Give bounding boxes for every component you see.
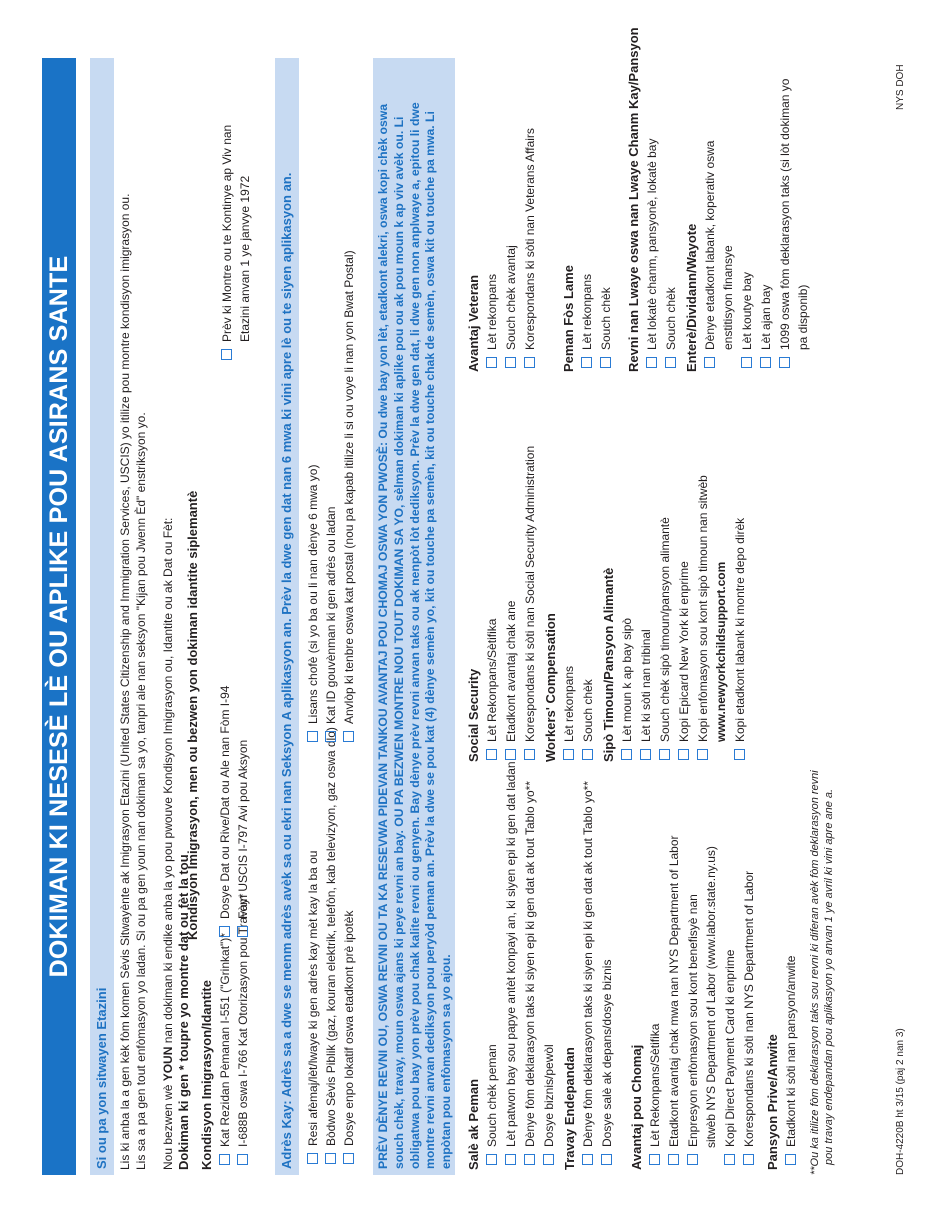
address-item-envelope[interactable]: Anvlòp ki tenbre oswa kat postal (nou pa kapab itilize li si ou voye li nan yon Bwat Postal): [342, 250, 357, 742]
workers-comp-heading: Workers' Compensation: [543, 613, 558, 762]
rental-heading: Revni nan Lwaye oswa nan Lwaye Chanm Kay/Pansyon: [626, 27, 641, 372]
checkbox[interactable]: [486, 357, 497, 368]
unemployment-heading: Avantaj pou Chomaj: [629, 1044, 644, 1170]
veteran-heading: Avantaj Veteran: [466, 274, 481, 372]
pension-item[interactable]: Etadkont ki sòti nan pansyon/anwite: [784, 956, 799, 1165]
veteran-item[interactable]: Lèt rekonpans: [485, 274, 500, 368]
page-title: DOKIMAN KI NESESÈ LÈ OU APLIKE POU ASIRANS SANTE: [42, 58, 76, 1175]
checkbox[interactable]: [307, 1153, 318, 1164]
social-security-heading: Social Security: [466, 668, 481, 762]
address-item-license[interactable]: Lisans chofè (si yo ba ou li nan dènye 6 mwa yo): [306, 465, 321, 742]
address-item-lease[interactable]: Resi afèmaj/lèt/lwaye ki gen adrès kay mèt kay la ba ou: [306, 851, 321, 1164]
child-support-item[interactable]: Lèt moun k ap bay sipò: [620, 618, 635, 760]
checkbox[interactable]: [524, 749, 535, 760]
checkbox[interactable]: [743, 1154, 754, 1165]
checkbox[interactable]: [724, 1154, 735, 1165]
pension-heading: Pansyon Prive/Anwite: [765, 1034, 780, 1170]
checkbox[interactable]: [237, 926, 248, 937]
immigration-col1-heading: Kondisyon Imigrasyon/Idantite: [199, 980, 214, 1170]
unemployment-item[interactable]: Etadkont avantaj chak mwa nan NYS Department of Labor: [667, 835, 682, 1165]
checkbox[interactable]: [678, 749, 689, 760]
checkbox[interactable]: [704, 357, 715, 368]
checkbox[interactable]: [563, 749, 574, 760]
selfemp-heading: Travay Endepandan: [562, 1047, 577, 1170]
salary-item[interactable]: Dènye fòm deklarasyon taks ki siyen epi ki gen dat ak tout Tablo yo**: [523, 781, 538, 1165]
child-support-item[interactable]: Kopi Epicard New York ki enprime: [677, 561, 692, 760]
checkbox[interactable]: [741, 357, 752, 368]
veteran-item[interactable]: Korespondans ki sòti nan Veterans Affairs: [523, 128, 538, 368]
unemployment-item[interactable]: Kopi Direct Payment Card ki enprime: [723, 950, 738, 1165]
child-support-item[interactable]: Souch chèk sipò timoun/pansyon alimantè: [658, 517, 673, 760]
selfemp-item[interactable]: Dènye fòm deklarasyon taks ki siyen epi ki gen dat ak tout Tablo yo**: [581, 781, 596, 1165]
checkbox[interactable]: [760, 357, 771, 368]
rental-item[interactable]: Souch chèk: [664, 287, 679, 368]
interest-item-cont: enstitisyon finansye: [721, 245, 735, 350]
checkbox[interactable]: [219, 1154, 230, 1165]
agency-label: NYS DOH: [895, 64, 906, 110]
child-support-item[interactable]: Kopi enfòmasyon sou kont sipò timoun nan sitwèb: [696, 475, 711, 760]
interest-item-cont: pa disponib): [796, 284, 810, 350]
military-heading: Peman Fòs Lame: [561, 265, 576, 372]
checkbox[interactable]: [785, 1154, 796, 1165]
checkbox[interactable]: [621, 749, 632, 760]
salary-item[interactable]: Dosye biznis/pewòl: [542, 1044, 557, 1165]
checkbox[interactable]: [734, 749, 745, 760]
immig-item-residence-1972[interactable]: Prèv ki Montre ou te Kontinye ap Viv nan Etazini anvan 1 ye janvye 1972: [218, 102, 254, 360]
checkbox[interactable]: [582, 749, 593, 760]
checkbox[interactable]: [582, 1154, 593, 1165]
checkbox[interactable]: [505, 749, 516, 760]
checkbox[interactable]: [486, 1154, 497, 1165]
checkbox[interactable]: [219, 926, 230, 937]
checkbox[interactable]: [524, 357, 535, 368]
salary-heading: Salè ak Peman: [466, 1078, 481, 1170]
unemployment-item-cont: sitwèb NYS Department of Labor (www.labor.state.ny.us): [704, 846, 718, 1148]
salary-item[interactable]: Lèt patwon bay sou papye antèt konpayi an, ki siyen epi ki gen dat ladan: [504, 761, 519, 1165]
checkbox[interactable]: [307, 731, 318, 742]
checkbox[interactable]: [697, 749, 708, 760]
selfemp-item[interactable]: Dosye salè ak depans/dosye biznis: [600, 960, 615, 1165]
child-support-heading: Sipò Timoun/Pansyon Alimantè: [601, 567, 616, 762]
immigration-col2-heading: Kondisyon Imigrasyon, men ou bezwen yon dokiman idantite siplemantè: [185, 490, 200, 940]
checkbox[interactable]: [687, 1154, 698, 1165]
footnote: **Ou ka itilize fòm deklarasyon taks sou revni ki diferan avèk fòm deklarasyon revni pou travay endepandan pou aplikasyon yo anvan 1 ye avril ki vini apre ane a.: [809, 770, 835, 1175]
social-security-item[interactable]: Etadkont avantaj chak ane: [504, 601, 519, 760]
checkbox[interactable]: [659, 749, 670, 760]
immig-item-i797[interactable]: Fòm USCIS I-797 Avi pou Aksyon: [236, 740, 251, 937]
checkbox[interactable]: [668, 1154, 679, 1165]
income-notice: PRÈV DÈNYE REVNI OU, OSWA REVNI OU TA KA RESEVWA PIDEVAN TANKOU AVANTAJ POU CHOMAJ OSWA YON PWOSÈ: Ou dwe bay yon lèt, etadkont alekri, oswa kopi chèk oswa souch chèk, travay, moun oswa ajans ki peye revni an bay. OU PA BEZWEN MONTRE NOU TOUT DOKIMAN SA YO, sèlman dokiman ki aplike pou ou ak pou moun k ap viv avèk ou. Li obligatwa pou bay yon prèv pou chak kalite revni ou genyen. Bay dènye prèv revni anvan taks ou ak nenpòt lòt dediksyon. Prèv la dwe gen dat, li dwe gen non anplwaye a, epitou li dwe montre revni anvan dediksyon pou peryòd peman an. Prèv la dwe se pou kat (4) dènye semèn yo, kit ou touche pa semèn, kit ou touche chak de semèn, oswa kit ou touche pa mwa. Li enpòtan pou enfòmasyon sa yo ajou.: [373, 58, 455, 1175]
social-security-item[interactable]: Korespondans ki sòti nan Social Security Administration: [523, 446, 538, 760]
address-item-tax[interactable]: Dosye enpo lokatif oswa etadkont prè ipotèk: [342, 911, 357, 1164]
checkbox[interactable]: [505, 1154, 516, 1165]
checkbox[interactable]: [237, 1154, 248, 1165]
checkbox[interactable]: [640, 749, 651, 760]
checkbox[interactable]: [601, 1154, 612, 1165]
interest-item[interactable]: Lèt koutye bay: [740, 272, 755, 368]
checkbox[interactable]: [665, 357, 676, 368]
form-id: DOH-4220B ht 3/15 (paj 2 nan 3): [895, 1028, 906, 1175]
checkbox[interactable]: [779, 357, 790, 368]
interest-item[interactable]: 1099 oswa fòm deklarasyon taks (si lòt dokiman yo: [778, 79, 793, 368]
veteran-item[interactable]: Souch chèk avantaj: [504, 245, 519, 368]
immigration-intro: Lis ki anba la a gen kèk fòm komen Sèvis Sitwayènte ak Imigrasyon Etazini (United States Citizenship and Immigration Services, USCIS) yo itilize pou montre kondisyon imigrasyon ou. Lis sa a pa gen tout enfòmasyon yo ladan. Si ou pa gen youn nan dokiman sa yo, tanpri ale nan seksyon "Kijan pou Jwenn Èd" enstriksyon yo.: [118, 193, 148, 1170]
immig-item-i94[interactable]: Dosye Dat ou Rive/Dat ou Ale nan Fòm I-94: [218, 686, 233, 937]
checkbox[interactable]: [649, 1154, 660, 1165]
checkbox[interactable]: [486, 749, 497, 760]
checkbox[interactable]: [524, 1154, 535, 1165]
child-support-website: www.newyorkchildsupport.com: [714, 561, 728, 742]
immigration-need: Nou bezwen wè YOUN nan dokiman ki endike anba la yo pou pwouve Kondisyon Imigrasyon ou, Idantite ou ak Dat ou Fèt: Dokiman ki gen * toupre yo montre dat ou fèt la tou: [161, 517, 191, 1170]
address-item-utility[interactable]: Bòdwo Sèvis Piblik (gaz, kouran elektrik, telefòn, kab televizyon, gaz oswa dlo): [324, 727, 339, 1164]
military-item[interactable]: Souch chèk: [599, 287, 614, 368]
checkbox[interactable]: [343, 731, 354, 742]
interest-heading: Enterè/Dividann/Wayote: [684, 223, 699, 372]
checkbox[interactable]: [343, 1153, 354, 1164]
checkbox[interactable]: [505, 357, 516, 368]
child-support-item[interactable]: Kopi etadkont labank ki montre depo dirèk: [733, 518, 748, 760]
checkbox[interactable]: [600, 357, 611, 368]
immigration-section-heading: Si ou pa yon sitwayen Etazini: [90, 58, 114, 1175]
immig-item-green-card[interactable]: Kat Rezidan Pèmanan I-551 ("Grinkat")*: [218, 933, 233, 1165]
checkbox[interactable]: [581, 357, 592, 368]
salary-item[interactable]: Souch chèk peman: [485, 1044, 500, 1165]
checkbox[interactable]: [325, 731, 336, 742]
immig-item-work-auth[interactable]: I-688B oswa I-766 Kat Otorizasyon pou Travay*: [236, 894, 251, 1165]
unemployment-item[interactable]: Korespondans ki sòti nan NYS Department of Labor: [742, 871, 757, 1165]
checkbox[interactable]: [325, 1153, 336, 1164]
interest-item[interactable]: Lèt ajan bay: [759, 285, 774, 368]
unemployment-item[interactable]: Lèt Rekonpans/Sètifika: [648, 1024, 663, 1165]
unemployment-item[interactable]: Enpresyon enfòmasyon sou kont benefisyè nan: [686, 894, 701, 1165]
child-support-item[interactable]: Lèt ki sòti nan tribinal: [639, 629, 654, 760]
interest-item[interactable]: Dènye etadkont labank, koperativ oswa: [703, 141, 718, 368]
checkbox[interactable]: [646, 357, 657, 368]
checkbox[interactable]: [221, 349, 232, 360]
social-security-item[interactable]: Lèt Rekonpans/Sètifika: [485, 619, 500, 760]
address-section-heading: Adrès Kay: Adrès sa a dwe se menm adrès avèk sa ou ekri nan Seksyon A aplikasyon an. Prèv la dwe gen dat nan 6 mwa ki vini apre lè ou te siyen aplikasyon an.: [275, 58, 299, 1175]
workers-comp-item[interactable]: Souch chèk: [581, 679, 596, 760]
workers-comp-item[interactable]: Lèt rekonpans: [562, 666, 577, 760]
address-item-govid[interactable]: Kat ID gouvènman ki gen adrès ou ladan: [324, 507, 339, 742]
military-item[interactable]: Lèt rekonpans: [580, 274, 595, 368]
checkbox[interactable]: [543, 1154, 554, 1165]
rental-item[interactable]: Lèt lokatè chanm, pansyonè, lokatè bay: [645, 139, 660, 368]
